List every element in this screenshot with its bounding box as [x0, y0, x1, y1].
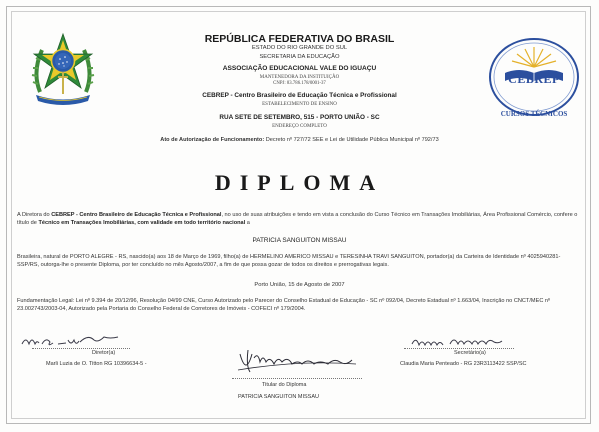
legal-basis-label: Fundamentação Legal: — [17, 298, 75, 304]
graduate-name: PATRICIA SANGUITON MISSAU — [252, 237, 347, 244]
header-state: ESTADO DO RIO GRANDE DO SUL — [251, 45, 348, 51]
header-authorization — [0, 138, 599, 144]
conferral-paragraph — [17, 212, 582, 228]
legal-basis-text: Lei nº 9.394 de 20/12/96, Resolução 04/99 CNE, Curso Autorizado pelo Parecer do Conselho Estadual de Educação - SC nº 092/04, Decreto Estadual nº 1.663/04, Inscrição no CNCT/MEC nº 23.002743/2003-04, Autorizado pela Portaria do Conselho Federal de Corretores de Imóveis - COFECI nº 179/2004. — [17, 298, 551, 312]
place-date: Porto União, 15 de Agosto de 2007 — [254, 282, 345, 288]
header-secretariat: SECRETARIA DA EDUCAÇÃO — [259, 54, 340, 60]
secretary-name: Claudia Maria Penteado - RG 23R3113422 SSP/SC — [400, 361, 527, 367]
holder-role: Titular do Diploma — [262, 382, 307, 388]
holder-signature-icon — [232, 344, 362, 380]
conferral-text-1: A Diretora do — [17, 212, 52, 218]
director-role: Diretor(a) — [92, 350, 116, 356]
secretary-role: Secretário(a) — [454, 350, 486, 356]
authorization-label: Ato de Autorização de Funcionamento: — [160, 137, 265, 143]
header-school: CEBREP - Centro Brasileiro de Educação Técnica e Profissional — [202, 92, 397, 99]
cebrep-logo-title: CEBREP — [508, 72, 560, 86]
conferral-text-3: a — [245, 219, 250, 226]
header-cnpj: CNPJ: 83.786.178/0001-37 — [273, 81, 326, 86]
director-name: Marli Luzia de O. Titton RG 10396634-5 - — [46, 361, 147, 367]
legal-basis-paragraph — [17, 298, 582, 314]
course-title-bold: Técnico em Transações Imobiliárias, com validade em todo território nacional — [38, 219, 246, 226]
conferral-text-2: , no uso de suas atribuições e tendo em vista a conclusão do Curso Técnico em Transações Imobiliárias, Área Profissional Comércio, confere o título de — [17, 212, 578, 226]
authorization-text: Decreto nº 727/72 SEE e Lei de Utilidade Pública Municipal nº 792/73 — [265, 137, 439, 143]
header-address: RUA SETE DE SETEMBRO, 515 - PORTO UNIÃO - SC — [219, 114, 380, 121]
header-association: ASSOCIAÇÃO EDUCACIONAL VALE DO IGUAÇU — [222, 65, 377, 72]
header-school-sub: ESTABELECIMENTO DE ENSINO — [262, 102, 337, 107]
holder-name: PATRICIA SANGUITON MISSAU — [238, 394, 319, 400]
header-maintainer: MANTENEDORA DA INSTITUIÇÃO — [259, 75, 340, 80]
graduate-details-paragraph: Brasileira, natural de PORTO ALEGRE - RS, nascido(a) aos 18 de Março de 1969, filho(a) de HERMELINO AMERICO MISSAU e TERESINHA TRAVI SANGUITON, portador(a) da Carteira de Identidade nº 4025940281- SSP/RS, outorga-lhe o presente Diploma, por ter concluído no mês Agosto/2007, a fim de que possa gozar de todos os direitos e prerrogativas legais. — [17, 254, 561, 268]
school-name-bold: CEBREP - Centro Brasileiro de Educação Técnica e Profissional — [51, 212, 222, 218]
director-signature-icon — [18, 332, 138, 352]
header-republic: REPÚBLICA FEDERATIVA DO BRASIL — [204, 33, 395, 45]
secretary-signature-icon — [408, 332, 518, 352]
cebrep-logo-subtitle: CURSOS TÉCNICOS — [500, 110, 568, 118]
diploma-title: DIPLOMA — [214, 170, 385, 195]
header-address-sub: ENDEREÇO COMPLETO — [272, 124, 327, 129]
